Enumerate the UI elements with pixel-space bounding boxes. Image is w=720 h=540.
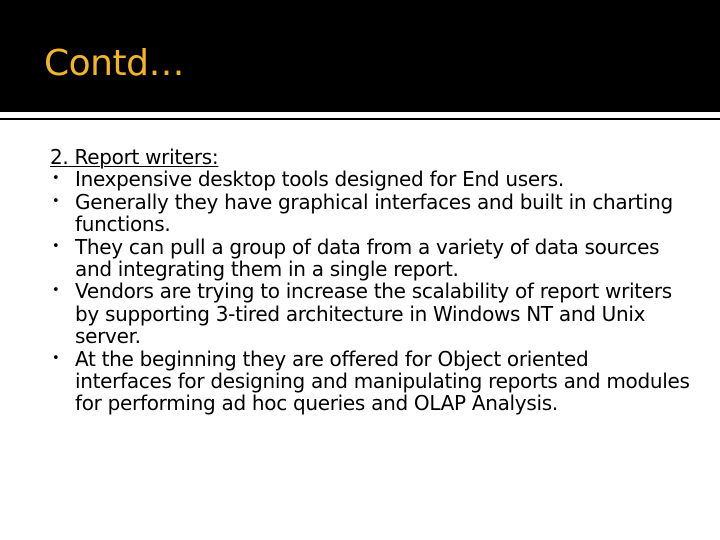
bullet-item [50,168,690,190]
title-bar [0,0,720,112]
bullet-list [50,168,690,414]
bullet-text: Vendors are trying to increase the scalability of report writers by supporting 3-tired architecture in Windows NT and Unix server. [75,279,672,349]
bullet-dot-icon: • [52,193,60,209]
bullet-text: At the beginning they are offered for Object oriented interfaces for designing and manipulating reports and modules for performing ad hoc queries and OLAP Analysis. [75,346,690,416]
bullet-dot-icon: • [52,238,60,254]
title-divider [0,118,720,120]
bullet-dot-icon: • [52,350,60,366]
bullet-dot-icon: • [52,283,60,299]
bullet-item [50,191,690,236]
bullet-text: Generally they have graphical interfaces and built in charting functions. [75,189,673,237]
slide-title: Contd… [44,43,184,84]
bullet-dot-icon: • [52,171,60,187]
bullet-text: Inexpensive desktop tools designed for End users. [75,167,564,192]
bullet-item [50,280,690,347]
bullet-item [50,348,690,415]
bullet-item [50,236,690,281]
slide-content [50,146,690,415]
bullet-text: They can pull a group of data from a variety of data sources and integrating them in a single report. [75,234,660,282]
section-heading: 2. Report writers: [50,145,219,169]
